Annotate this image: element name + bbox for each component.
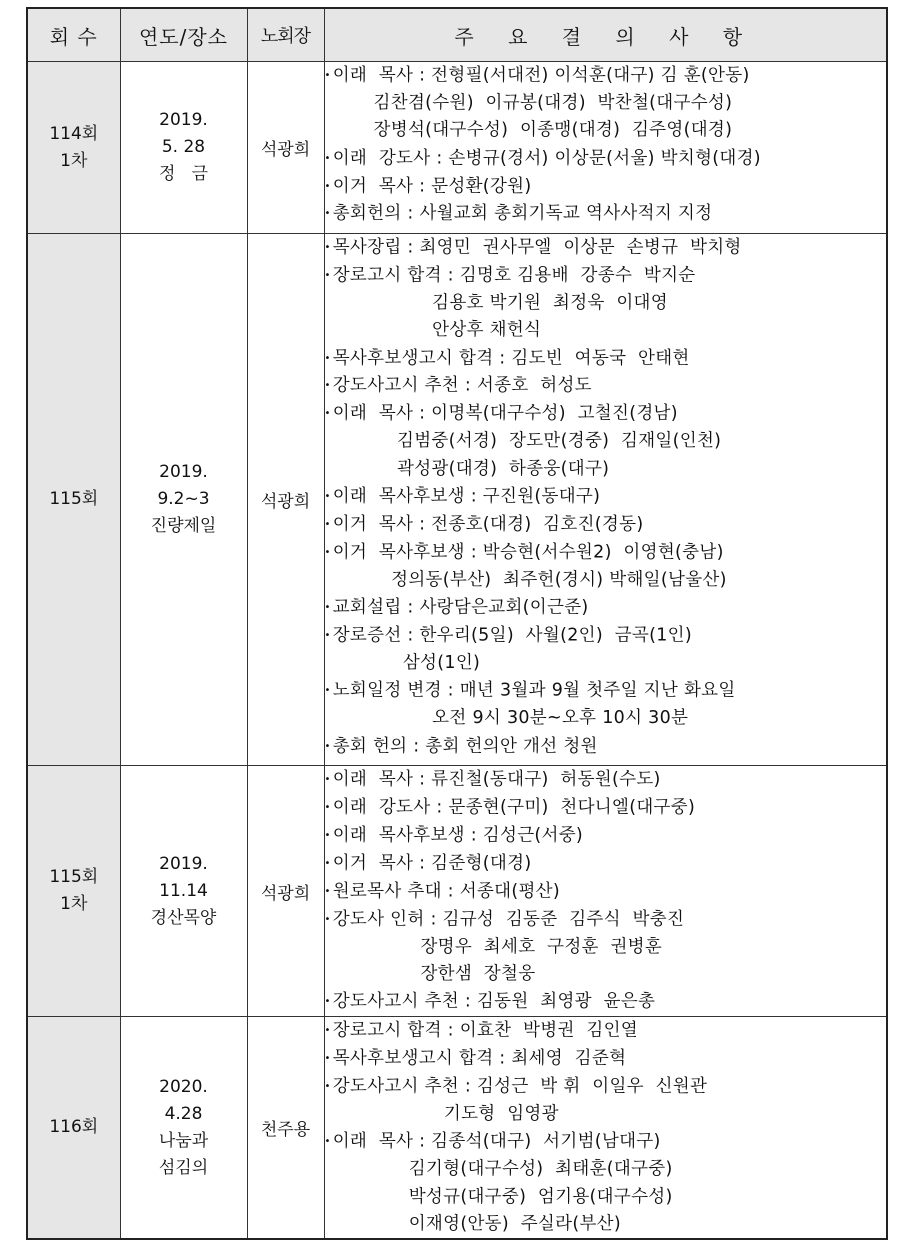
date-place-line: 2019. bbox=[159, 110, 208, 130]
resolution-item-continuation bbox=[325, 1101, 887, 1128]
resolution-text: 이래 목사후보생 : 구진원(동대구) bbox=[332, 486, 601, 507]
date-place-cell bbox=[120, 766, 247, 1017]
resolution-text: 김용호 박기원 최정욱 이대영 bbox=[332, 292, 668, 313]
resolution-item-continuation bbox=[325, 90, 887, 117]
date-place-line: 진량제일 bbox=[150, 516, 217, 536]
resolution-text: 이래 강도사 : 문종현(구미) 천다니엘(대구중) bbox=[332, 797, 696, 818]
resolution-item bbox=[325, 766, 887, 794]
bullet-dot-icon: • bbox=[324, 885, 331, 897]
resolution-text: 장로고시 합격 : 김명호 김용배 강종수 박지순 bbox=[332, 265, 696, 286]
date-place-line: 나눔과 bbox=[158, 1130, 209, 1151]
resolution-text: 기도형 임영광 bbox=[332, 1104, 559, 1125]
resolution-item bbox=[325, 173, 887, 201]
topics-cell bbox=[324, 766, 887, 1017]
resolution-text: 이거 목사후보생 : 박승현(서수원2) 이영현(충남) bbox=[332, 542, 724, 563]
bullet-dot-icon: • bbox=[324, 630, 331, 642]
bullet-dot-icon: • bbox=[324, 490, 331, 502]
bullet-dot-icon: • bbox=[324, 408, 331, 420]
bullet-dot-icon: • bbox=[324, 1081, 331, 1093]
bullet-dot-icon: • bbox=[324, 269, 331, 281]
bullet-dot-icon: • bbox=[324, 685, 331, 697]
resolution-text: 이재영(안동) 주실라(부산) bbox=[332, 1213, 621, 1234]
resolution-item-continuation bbox=[325, 705, 887, 732]
resolutions-table bbox=[26, 7, 888, 1240]
resolution-text: 총회헌의 : 사월교회 총회기독교 역사사적지 지정 bbox=[332, 204, 713, 225]
resolution-text: 박성규(대구중) 엄기용(대구수성) bbox=[332, 1186, 673, 1207]
header-topics: 주 요 결 의 사 항 bbox=[324, 8, 887, 62]
resolution-text: 곽성광(대경) 하종웅(대구) bbox=[332, 458, 610, 479]
resolution-text: 정의동(부산) 최주헌(경시) 박해일(남울산) bbox=[332, 569, 727, 590]
bullet-dot-icon: • bbox=[324, 996, 331, 1008]
resolution-text: 김범중(서경) 장도만(경중) 김재일(인천) bbox=[332, 431, 722, 452]
date-place-cell bbox=[120, 234, 247, 766]
bullet-dot-icon: • bbox=[324, 774, 331, 785]
date-place-line: 정 금 bbox=[158, 164, 209, 184]
bullet-dot-icon: • bbox=[324, 180, 331, 192]
date-place-line: 11.14 bbox=[159, 880, 208, 901]
header-row bbox=[27, 8, 887, 62]
bullet-dot-icon: • bbox=[324, 1053, 331, 1065]
resolution-text: 이래 목사후보생 : 김성근(서중) bbox=[332, 825, 584, 846]
resolution-item bbox=[325, 400, 887, 428]
resolution-item bbox=[325, 1073, 887, 1101]
bullet-dot-icon: • bbox=[324, 801, 331, 813]
chair-cell: 석광희 bbox=[247, 62, 324, 234]
resolution-text: 강도사 인허 : 김규성 김동준 김주식 박충진 bbox=[332, 909, 685, 930]
resolution-item bbox=[325, 850, 887, 878]
bullet-dot-icon: • bbox=[324, 242, 331, 253]
resolution-item bbox=[325, 234, 887, 262]
resolution-text: 총회 헌의 : 총회 헌의안 개선 청원 bbox=[332, 736, 598, 757]
bullet-dot-icon: • bbox=[324, 1025, 331, 1037]
resolution-text: 이거 목사 : 김준형(대경) bbox=[332, 853, 532, 874]
session-line: 115회 bbox=[49, 867, 99, 888]
resolution-text: 장로고시 합격 : 이효찬 박병권 김인열 bbox=[332, 1020, 639, 1041]
resolution-text: 장로증선 : 한우리(5일) 사월(2인) 금곡(1인) bbox=[332, 625, 693, 646]
resolution-item bbox=[325, 677, 887, 705]
session-line: 114회 bbox=[49, 123, 99, 144]
resolution-item-continuation bbox=[325, 567, 887, 594]
resolution-item bbox=[325, 794, 887, 822]
resolution-text: 원로목사 추대 : 서종대(평산) bbox=[332, 881, 560, 902]
resolution-item bbox=[325, 539, 887, 567]
resolution-text: 노회일정 변경 : 매년 3월과 9월 첫주일 지난 화요일 bbox=[332, 680, 736, 701]
session-cell bbox=[27, 62, 120, 234]
bullet-dot-icon: • bbox=[324, 546, 331, 558]
resolution-text: 이거 목사 : 문성환(강원) bbox=[332, 176, 532, 197]
resolution-text: 삼성(1인) bbox=[332, 653, 481, 674]
table-row bbox=[27, 234, 887, 766]
date-place-cell bbox=[120, 1017, 247, 1240]
chair-cell: 천주용 bbox=[247, 1017, 324, 1240]
table-row bbox=[27, 1017, 887, 1240]
resolution-text: 김찬겸(수원) 이규봉(대경) 박찬철(대구수성) bbox=[332, 92, 733, 113]
topics-cell bbox=[324, 234, 887, 766]
resolution-text: 목사장립 : 최영민 권사무엘 이상문 손병규 박치형 bbox=[332, 237, 742, 258]
session-line: 115회 bbox=[49, 489, 99, 509]
resolution-item bbox=[325, 145, 887, 173]
resolution-item bbox=[325, 822, 887, 850]
topics-cell bbox=[324, 62, 887, 234]
header-chair: 노회장 bbox=[247, 8, 324, 62]
resolution-text: 목사후보생고시 합격 : 김도빈 여동국 안태현 bbox=[332, 348, 690, 369]
resolution-item bbox=[325, 906, 887, 934]
date-place-line: 섬김의 bbox=[158, 1157, 209, 1178]
resolution-item bbox=[325, 988, 887, 1016]
resolution-item-continuation bbox=[325, 117, 887, 144]
resolution-item-continuation bbox=[325, 1156, 887, 1183]
resolution-item-continuation bbox=[325, 934, 887, 961]
resolution-text: 오전 9시 30분~오후 10시 30분 bbox=[332, 708, 689, 729]
resolution-item bbox=[325, 878, 887, 906]
resolution-item-continuation bbox=[325, 1211, 887, 1238]
resolution-item-continuation bbox=[325, 961, 887, 988]
topics-cell bbox=[324, 1017, 887, 1240]
date-place-line: 2019. bbox=[159, 462, 208, 482]
resolution-text: 이래 목사 : 김종석(대구) 서기범(남대구) bbox=[332, 1132, 661, 1153]
date-place-line: 4.28 bbox=[164, 1103, 203, 1124]
bullet-dot-icon: • bbox=[324, 70, 331, 81]
resolution-item bbox=[325, 372, 887, 400]
resolution-text: 강도사고시 추천 : 서종호 허성도 bbox=[332, 376, 592, 397]
bullet-dot-icon: • bbox=[324, 152, 331, 164]
date-place-line: 2019. bbox=[159, 853, 208, 874]
date-place-line: 5. 28 bbox=[161, 137, 206, 157]
bullet-dot-icon: • bbox=[324, 740, 331, 752]
resolution-item-continuation bbox=[325, 1184, 887, 1211]
resolution-text: 장명우 최세호 구정훈 권병훈 bbox=[332, 936, 663, 957]
resolution-item-continuation bbox=[325, 290, 887, 317]
resolution-item bbox=[325, 511, 887, 539]
bullet-dot-icon: • bbox=[324, 857, 331, 869]
resolution-item bbox=[325, 1017, 887, 1045]
bullet-dot-icon: • bbox=[324, 352, 331, 364]
table-row bbox=[27, 62, 887, 234]
bullet-dot-icon: • bbox=[324, 208, 331, 220]
resolution-text: 장병석(대구수성) 이종맹(대경) 김주영(대경) bbox=[332, 120, 733, 141]
resolution-item bbox=[325, 345, 887, 373]
session-line: 1차 bbox=[60, 894, 88, 915]
resolution-item bbox=[325, 733, 887, 761]
resolution-text: 이래 강도사 : 손병규(경서) 이상문(서울) 박치형(대경) bbox=[332, 148, 761, 169]
session-line: 116회 bbox=[49, 1117, 99, 1138]
resolution-item-continuation bbox=[325, 456, 887, 483]
resolution-text: 이래 목사 : 전형필(서대전) 이석훈(대구) 김 훈(안동) bbox=[332, 65, 750, 86]
resolution-text: 장한샘 장철웅 bbox=[332, 964, 536, 985]
date-place-cell bbox=[120, 62, 247, 234]
header-session: 회 수 bbox=[27, 8, 120, 62]
bullet-dot-icon: • bbox=[324, 380, 331, 392]
resolution-item bbox=[325, 1128, 887, 1156]
resolution-text: 교회설립 : 사랑담은교회(이근준) bbox=[332, 597, 589, 618]
session-cell bbox=[27, 1017, 120, 1240]
session-line: 1차 bbox=[60, 150, 88, 171]
resolution-item bbox=[325, 594, 887, 622]
date-place-line: 경산목양 bbox=[150, 907, 217, 928]
date-place-line: 9.2~3 bbox=[157, 489, 210, 509]
resolution-text: 이래 목사 : 이명복(대구수성) 고철진(경남) bbox=[332, 404, 678, 425]
session-cell bbox=[27, 766, 120, 1017]
resolution-item bbox=[325, 200, 887, 228]
chair-cell: 석광희 bbox=[247, 234, 324, 766]
chair-cell: 석광희 bbox=[247, 766, 324, 1017]
resolution-item bbox=[325, 62, 887, 90]
date-place-line: 2020. bbox=[159, 1076, 208, 1097]
bullet-dot-icon: • bbox=[324, 1136, 331, 1148]
bullet-dot-icon: • bbox=[324, 913, 331, 925]
resolution-text: 안상후 채헌식 bbox=[332, 320, 542, 341]
table-row bbox=[27, 766, 887, 1017]
bullet-dot-icon: • bbox=[324, 602, 331, 614]
resolution-text: 이거 목사 : 전종호(대경) 김호진(경동) bbox=[332, 514, 644, 535]
resolution-text: 목사후보생고시 합격 : 최세영 김준혁 bbox=[332, 1048, 627, 1069]
bullet-dot-icon: • bbox=[324, 518, 331, 530]
resolution-item-continuation bbox=[325, 650, 887, 677]
resolution-item bbox=[325, 262, 887, 290]
session-cell bbox=[27, 234, 120, 766]
resolution-item bbox=[325, 483, 887, 511]
resolution-text: 김기형(대구수성) 최태훈(대구중) bbox=[332, 1159, 673, 1180]
header-date-place: 연도/장소 bbox=[120, 8, 247, 62]
resolution-item-continuation bbox=[325, 317, 887, 344]
resolution-text: 강도사고시 추천 : 김성근 박 휘 이일우 신원관 bbox=[332, 1076, 708, 1097]
resolution-text: 강도사고시 추천 : 김동원 최영광 윤은총 bbox=[332, 991, 656, 1012]
resolution-item-continuation bbox=[325, 428, 887, 455]
resolution-text: 이래 목사 : 류진철(동대구) 허동원(수도) bbox=[332, 769, 661, 790]
resolution-item bbox=[325, 622, 887, 650]
resolution-item bbox=[325, 1045, 887, 1073]
bullet-dot-icon: • bbox=[324, 829, 331, 841]
